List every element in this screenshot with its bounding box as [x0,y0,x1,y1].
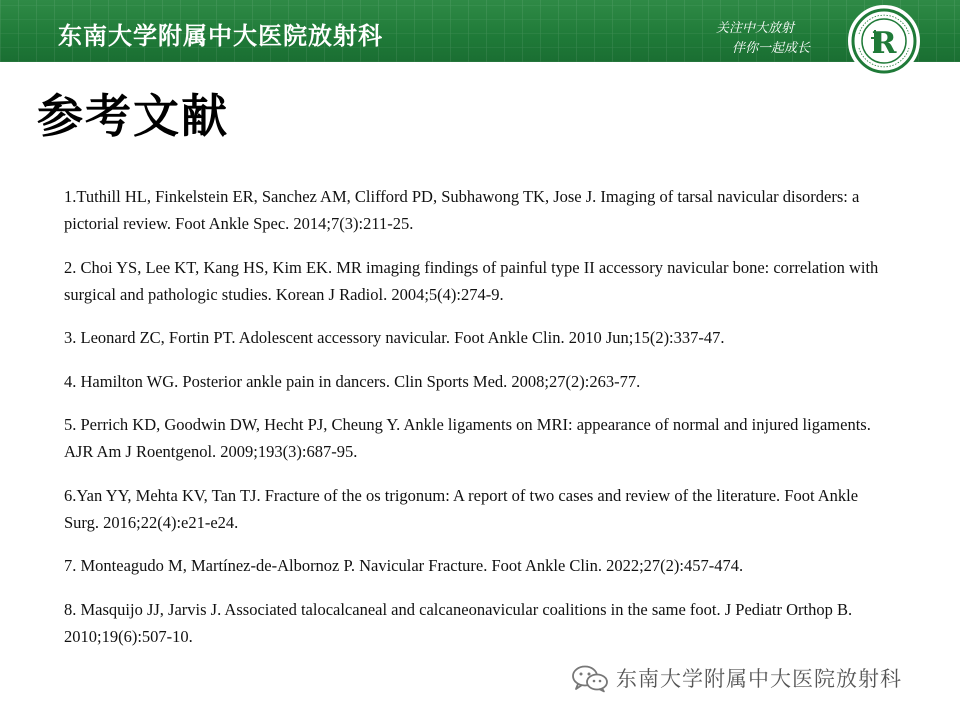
reference-item-4: 4. Hamilton WG. Posterior ankle pain in dancers. Clin Sports Med. 2008;27(2):263-77. [64,371,641,391]
reference-item-8: 8. Masquijo JJ, Jarvis J. Associated talocalcaneal and calcaneonavicular coalitions in the same foot. J Pediatr Orthop B. 2010;19(6):507-10. [64,599,853,646]
reference-list [64,183,894,666]
wechat-icon [570,663,610,693]
reference-item-1: 1.Tuthill HL, Finkelstein ER, Sanchez AM, Clifford PD, Subhawong TK, Jose J. Imaging of tarsal navicular disorders: a pictorial review. Foot Ankle Spec. 2014;7(3):211-25. [64,187,860,233]
header-banner [0,0,960,62]
reference-item-2: 2. Choi YS, Lee KT, Kang HS, Kim EK. MR imaging findings of painful type II accessory navicular bone: correlation with surgical and pathologic studies. Korean J Radiol. 2004;5(4):274-9. [64,257,879,304]
logo-letter: R [871,26,897,61]
watermark-text: 东南大学附属中大医院放射科 [616,667,902,691]
hospital-radiology-logo [847,4,921,78]
header-title: 东南大学附属中大医院放射科 [58,22,383,50]
reference-item-3: 3. Leonard ZC, Fortin PT. Adolescent accessory navicular. Foot Ankle Clin. 2010 Jun;15(2):337-47. [64,328,725,347]
page-title: 参考文献 [37,89,229,143]
reference-item-6: 6.Yan YY, Mehta KV, Tan TJ. Fracture of the os trigonum: A report of two cases and review of the literature. Foot Ankle Surg. 2016;22(4):e21-e24. [64,485,859,532]
slogan-line-2: 伴你一起成长 [732,41,811,56]
watermark [570,660,902,696]
reference-item-7: 7. Monteagudo M, Martínez-de-Albornoz P. Navicular Fracture. Foot Ankle Clin. 2022;27(2):457-474. [64,556,744,575]
slogan-line-1: 关注中大放射 [716,21,795,36]
reference-item-5: 5. Perrich KD, Goodwin DW, Hecht PJ, Cheung Y. Ankle ligaments on MRI: appearance of normal and injured ligaments. AJR Am J Roentgenol. 2009;193(3):687-95. [64,415,871,461]
